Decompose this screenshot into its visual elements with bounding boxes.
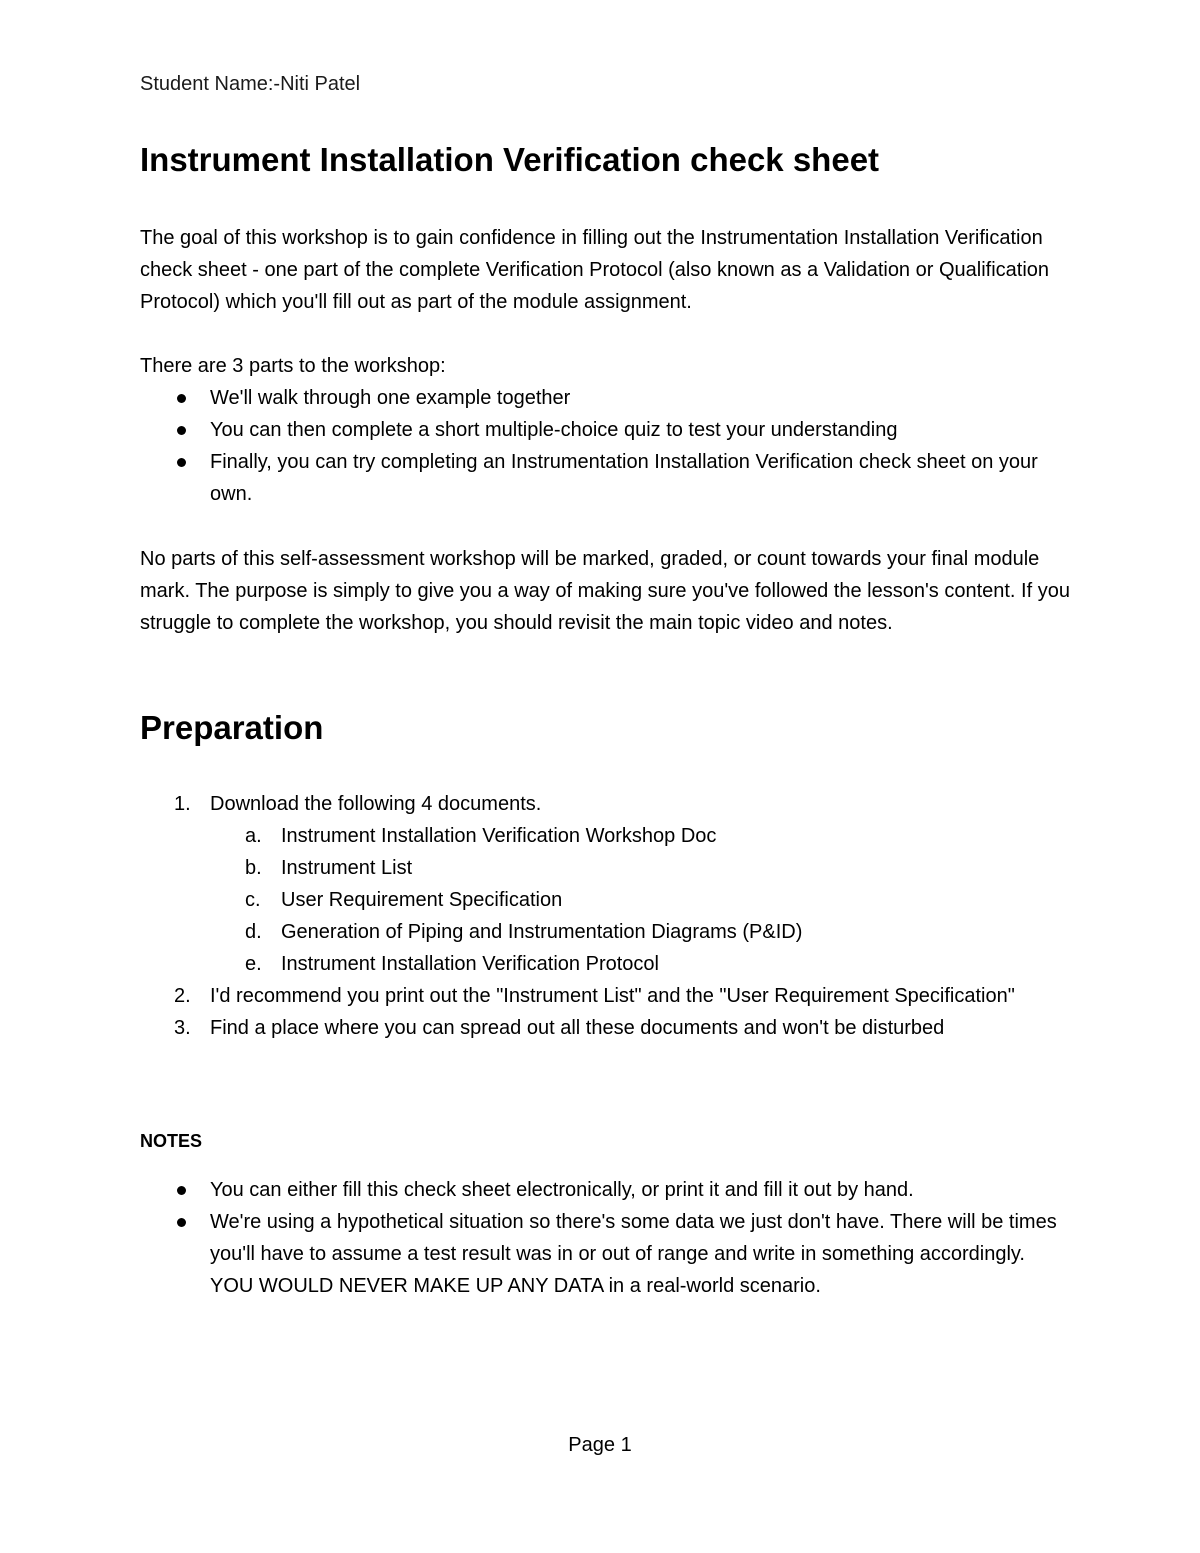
document-item <box>210 884 1070 916</box>
step-number: 1. <box>174 793 191 815</box>
sub-letter: a. <box>245 825 262 847</box>
step-text: Download the following 4 documents. <box>210 793 542 815</box>
student-name: Student Name:-Niti Patel <box>140 73 361 95</box>
document-item <box>210 820 1070 852</box>
list-item-text: You can then complete a short multiple-choice quiz to test your understanding <box>210 419 898 441</box>
document-list <box>210 820 1070 980</box>
intro-paragraph: The goal of this workshop is to gain confidence in filling out the Instrumentation Installation Verification check sheet - one part of the complete Verification Protocol (also known as a Validation or Qualification Protocol) which you'll fill out as part of the module assignment. <box>140 227 1050 313</box>
sub-letter: d. <box>245 921 262 943</box>
step-number: 2. <box>174 985 191 1007</box>
list-item <box>140 446 1070 510</box>
page-number: Page 1 <box>568 1434 632 1456</box>
notes-heading: NOTES <box>140 1131 203 1151</box>
sub-letter: c. <box>245 889 261 911</box>
list-item-text: Finally, you can try completing an Instrumentation Installation Verification check sheet on your own. <box>210 451 1038 505</box>
preparation-steps <box>140 788 1070 1044</box>
list-item-text: We'll walk through one example together <box>210 387 571 409</box>
bullet-icon <box>177 458 186 467</box>
document-name: Instrument Installation Verification Protocol <box>281 953 659 975</box>
sub-letter: b. <box>245 857 262 879</box>
document-item <box>210 948 1070 980</box>
list-item <box>140 414 1070 446</box>
list-item-text: You can either fill this check sheet electronically, or print it and fill it out by hand. <box>210 1179 914 1201</box>
list-item <box>140 1206 1070 1302</box>
workshop-parts-intro: There are 3 parts to the workshop: <box>140 355 446 377</box>
document-title: Instrument Installation Verification check sheet <box>140 141 880 178</box>
bullet-icon <box>177 1186 186 1195</box>
step-item <box>140 788 1070 980</box>
purpose-paragraph: No parts of this self-assessment workshop will be marked, graded, or count towards your final module mark. The purpose is simply to give you a way of making sure you've followed the lesson's content. If you struggle to complete the workshop, you should revisit the main topic video and notes. <box>140 548 1070 634</box>
bullet-icon <box>177 426 186 435</box>
document-name: User Requirement Specification <box>281 889 563 911</box>
notes-list <box>140 1174 1070 1302</box>
document-name: Instrument Installation Verification Workshop Doc <box>281 825 717 847</box>
step-item <box>140 980 1070 1012</box>
document-item <box>210 916 1070 948</box>
document-item <box>210 852 1070 884</box>
list-item-text: We're using a hypothetical situation so there's some data we just don't have. There will be times you'll have to assume a test result was in or out of range and write in something accordingly. YOU WOULD NEVER MAKE UP ANY DATA in a real-world scenario. <box>210 1211 1057 1297</box>
preparation-heading: Preparation <box>140 709 324 746</box>
document-name: Instrument List <box>281 857 413 879</box>
workshop-parts-list <box>140 382 1070 510</box>
bullet-icon <box>177 1218 186 1227</box>
bullet-icon <box>177 394 186 403</box>
document-name: Generation of Piping and Instrumentation Diagrams (P&ID) <box>281 921 803 943</box>
step-text: Find a place where you can spread out all these documents and won't be disturbed <box>210 1017 945 1039</box>
step-number: 3. <box>174 1017 191 1039</box>
list-item <box>140 382 1070 414</box>
step-item <box>140 1012 1070 1044</box>
list-item <box>140 1174 1070 1206</box>
sub-letter: e. <box>245 953 262 975</box>
step-text: I'd recommend you print out the "Instrument List" and the "User Requirement Specification" <box>210 985 1015 1007</box>
